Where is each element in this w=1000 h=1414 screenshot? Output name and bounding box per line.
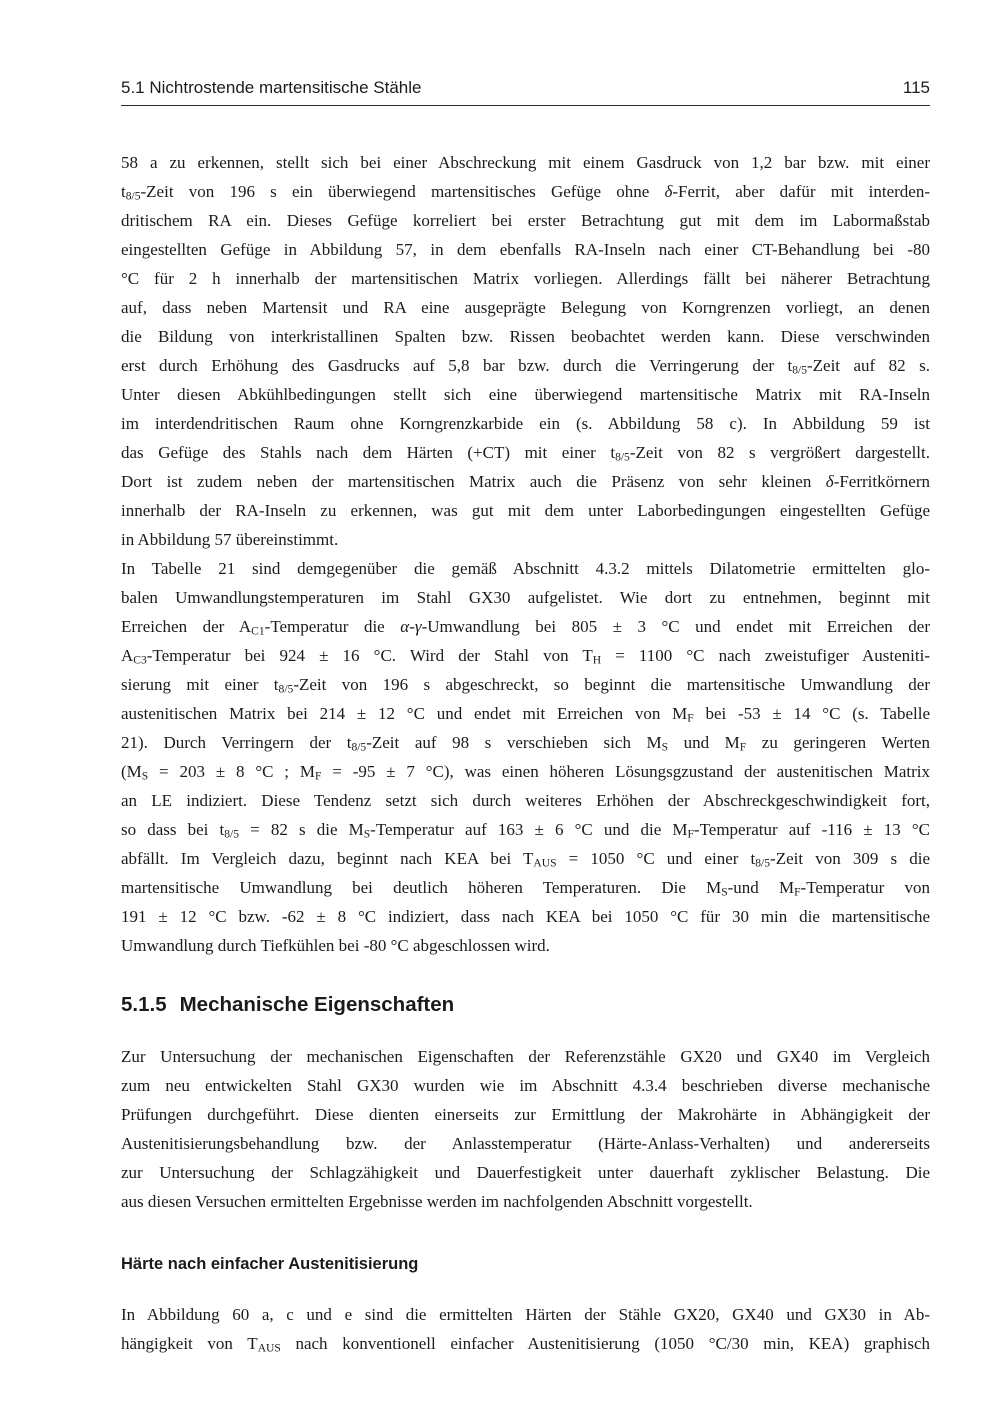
text-line: Umwandlung durch Tiefkühlen bei -80 °C abgeschlossen wird. (121, 936, 550, 955)
text-line: zum neu entwickelten Stahl GX30 wurden wie im Abschnitt 4.3.4 beschrieben diverse mechanische (121, 1076, 930, 1095)
text-line: Zur Untersuchung der mechanischen Eigenschaften der Referenzstähle GX20 und GX40 im Vergleich (121, 1047, 930, 1066)
text-line: $t_{8/5}$-Zeit von 196 s ein überwiegend martensitisches Gefüge ohne δ-Ferrit, aber dafür mit interden- (121, 182, 930, 203)
text-line: an LE indiziert. Diese Tendenz setzt sich durch weiteres Erhöhen der Abschreckgeschwindigkeit fort, (121, 791, 930, 810)
text-line: Prüfungen durchgeführt. Diese dienten einerseits zur Ermittlung der Makrohärte in Abhängigkeit der (121, 1105, 930, 1124)
paragraph (121, 1042, 930, 1216)
text-line: so dass bei $t_{8/5} = 82$ s die $M_S$-Temperatur auf 163 ± 6 °C und die $M_F$-Temperatur auf -116 ± 13 °C (121, 820, 931, 841)
text-line: aus diesen Versuchen ermittelten Ergebnisse werden im nachfolgenden Abschnitt vorgestellt. (121, 1192, 753, 1211)
paragraph (121, 148, 930, 554)
text-line: hängigkeit von $T_{AUS}$ nach konventionell einfacher Austenitisierung (1050 °C/30 min, KEA) graphisch (121, 1334, 930, 1355)
text-line: balen Umwandlungstemperaturen im Stahl GX30 aufgelistet. Wie dort zu entnehmen, beginnt mit (121, 588, 930, 607)
page-number: 115 (902, 78, 930, 97)
text-line: Austenitisierungsbehandlung bzw. der Anlasstemperatur (Härte-Anlass-Verhalten) und andererseits (121, 1134, 930, 1153)
text-line: Erreichen der $A_{C1}$-Temperatur die α-γ-Umwandlung bei 805 ± 3 °C und endet mit Erreichen der (121, 617, 930, 638)
section-number: 5.1.5 (121, 993, 167, 1016)
section-heading (121, 993, 930, 1017)
text-line: ($M_S = 203 \pm 8$ °C ; $M_F = -95 \pm 7$ °C), was einen höheren Lösungsgzustand der austenitischen Matrix (121, 762, 930, 783)
running-header (121, 78, 930, 106)
text-line: innerhalb der RA-Inseln zu erkennen, was gut mit dem unter Laborbedingungen eingestellten Gefüge (121, 501, 930, 520)
text-line: das Gefüge des Stahls nach dem Härten (+CT) mit einer $t_{8/5}$-Zeit von 82 s vergrößert dargestellt. (121, 443, 930, 464)
text-line: 58 a zu erkennen, stellt sich bei einer Abschreckung mit einem Gasdruck von 1,2 bar bzw. mit einer (121, 153, 930, 172)
text-line: eingestellten Gefüge in Abbildung 57, in dem ebenfalls RA-Inseln nach einer CT-Behandlung bei -80 (121, 240, 930, 259)
paragraph (121, 554, 930, 960)
text-line: 21). Durch Verringern der $t_{8/5}$-Zeit auf 98 s verschieben sich $M_S$ und $M_F$ zu geringeren Werten (121, 733, 930, 754)
text-line: martensitische Umwandlung bei deutlich höheren Temperaturen. Die $M_S$-und $M_F$-Temperatur von (121, 878, 930, 899)
text-line: Unter diesen Abkühlbedingungen stellt sich eine überwiegend martensitische Matrix mit RA-Inseln (121, 385, 930, 404)
text-line: In Tabelle 21 sind demgegenüber die gemäß Abschnitt 4.3.2 mittels Dilatometrie ermittelten glo- (121, 559, 930, 578)
running-header-section-title: 5.1 Nichtrostende martensitische Stähle (121, 78, 422, 97)
text-line: die Bildung von interkristallinen Spalten bzw. Rissen beobachtet werden kann. Diese verschwinden (121, 327, 930, 346)
text-line: In Abbildung 60 a, c und e sind die ermittelten Härten der Stähle GX20, GX40 und GX30 in Ab- (121, 1305, 930, 1324)
paragraph (121, 1300, 930, 1358)
text-line: °C für 2 h innerhalb der martensitischen Matrix vorliegen. Allerdings fällt bei näherer Betrachtung (121, 269, 930, 288)
text-line: in Abbildung 57 übereinstimmt. (121, 530, 339, 549)
text-line: abfällt. Im Vergleich dazu, beginnt nach KEA bei $T_{AUS} = 1050$ °C und einer $t_{8/5}$-Zeit von 309 s die (121, 849, 930, 870)
section-title: Mechanische Eigenschaften (179, 993, 455, 1016)
text-line: $A_{C3}$-Temperatur bei 924 ± 16 °C. Wird der Stahl von $T_H = 1100$ °C nach zweistufiger Austeniti- (121, 646, 931, 667)
text-line: Dort ist zudem neben der martensitischen Matrix auch die Präsenz von sehr kleinen δ-Ferritkörnern (121, 472, 930, 491)
text-line: dritischem RA ein. Dieses Gefüge korreliert bei erster Betrachtung gut mit dem im Labormaßstab (121, 211, 930, 230)
sub-heading: Härte nach einfacher Austenitisierung (121, 1255, 419, 1273)
text-line: zur Untersuchung der Schlagzähigkeit und Dauerfestigkeit unter dauerhaft zyklischer Belastung. Die (121, 1163, 930, 1182)
text-line: auf, dass neben Martensit und RA eine ausgeprägte Belegung von Korngrenzen vorliegt, an denen (121, 298, 930, 317)
text-line: austenitischen Matrix bei 214 ± 12 °C und endet mit Erreichen von $M_F$ bei -53 ± 14 °C (s. Tabelle (121, 704, 930, 725)
text-line: im interdendritischen Raum ohne Korngrenzkarbide ein (s. Abbildung 58 c). In Abbildung 59 ist (121, 414, 930, 433)
text-line: sierung mit einer $t_{8/5}$-Zeit von 196 s abgeschreckt, so beginnt die martensitische Umwandlung der (121, 675, 930, 696)
page-body (121, 148, 930, 1358)
text-line: erst durch Erhöhung des Gasdrucks auf 5,8 bar bzw. durch die Verringerung der $t_{8/5}$-Zeit auf 82 s. (121, 356, 930, 377)
text-line: 191 ± 12 °C bzw. -62 ± 8 °C indiziert, dass nach KEA bei 1050 °C für 30 min die martensitische (121, 907, 930, 926)
